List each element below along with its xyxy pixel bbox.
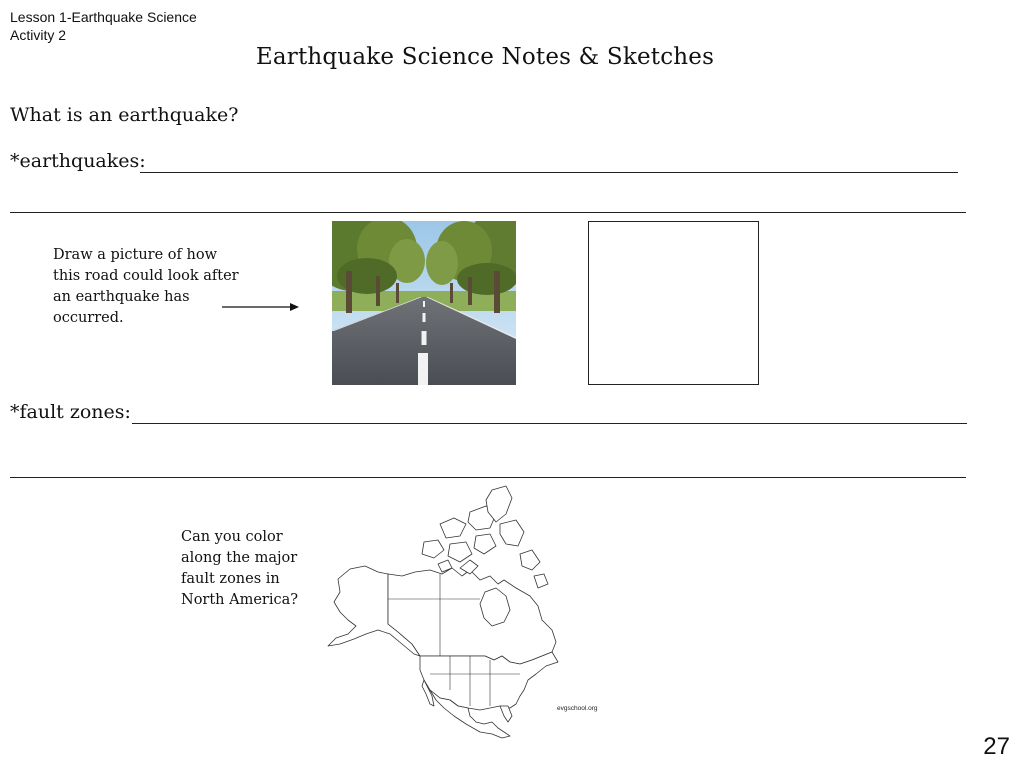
earthquakes-label: *earthquakes:: [10, 150, 146, 172]
page-number: 27: [983, 733, 1010, 760]
fault-zones-answer-line: [132, 423, 967, 424]
question-heading: What is an earthquake?: [10, 104, 239, 126]
activity-label: Activity 2: [10, 27, 67, 43]
earthquakes-answer-line-2: [10, 212, 966, 213]
road-photo: [332, 221, 516, 385]
draw-prompt: Draw a picture of how this road could look after an earthquake has occurred.: [53, 247, 239, 326]
drawing-box[interactable]: [588, 221, 759, 385]
color-prompt: Can you color along the major fault zones in North America?: [181, 529, 299, 608]
map-credit: evgschool.org: [557, 705, 598, 712]
fault-zones-label: *fault zones:: [10, 401, 131, 423]
earthquakes-answer-line: [140, 172, 958, 173]
page-title: Earthquake Science Notes & Sketches: [255, 44, 715, 70]
north-america-map[interactable]: [320, 484, 565, 739]
arrow-icon: [222, 300, 302, 314]
lesson-title: Lesson 1-Earthquake Science: [10, 9, 197, 25]
lesson-header: [10, 8, 197, 44]
fault-zones-answer-line-2: [10, 477, 966, 478]
